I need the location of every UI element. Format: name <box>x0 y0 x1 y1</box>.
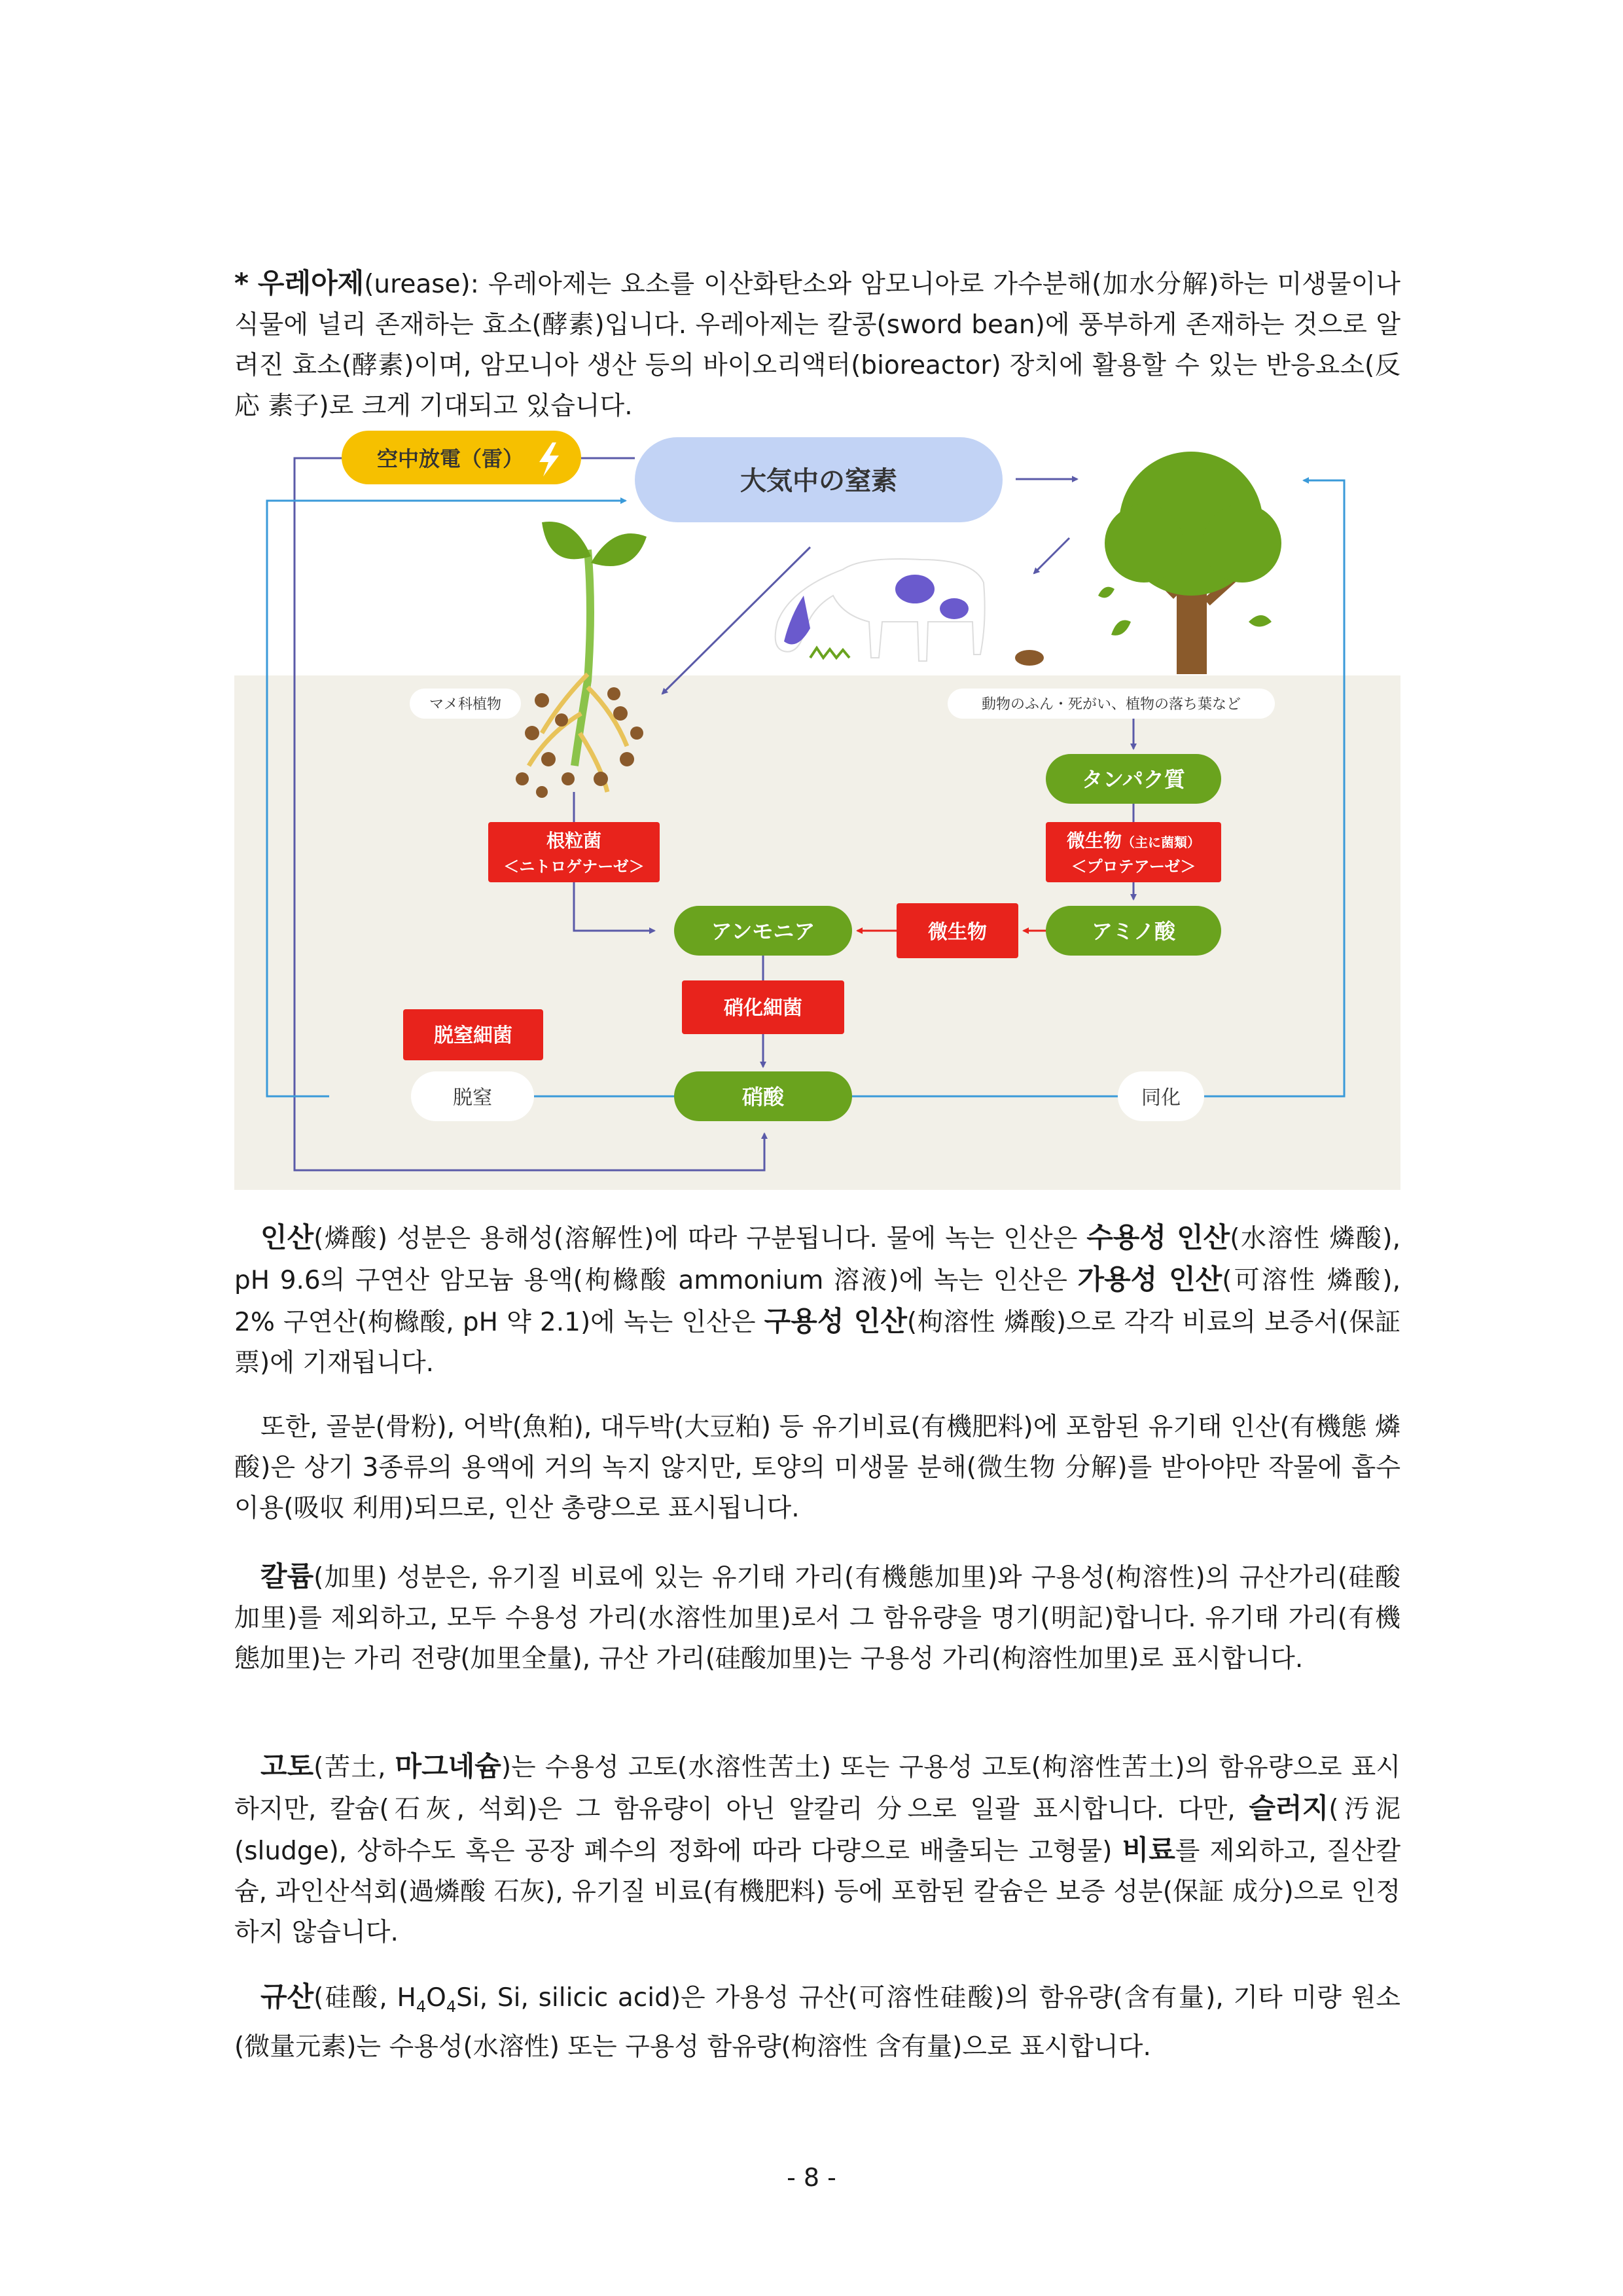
phosphate-term: 인산 <box>260 1221 314 1253</box>
potassium-term: 칼륨 <box>260 1560 314 1592</box>
subscript-4-a: 4 <box>416 1997 427 2016</box>
cow-illustration <box>776 559 1044 666</box>
subscript-4-b: 4 <box>446 1997 457 2016</box>
nitrogen-cycle-diagram <box>234 425 1400 1190</box>
amino-acid-label: アミノ酸 <box>1091 919 1176 944</box>
microbe-label: 微生物 <box>928 921 987 944</box>
lightning-label: 空中放電（雷） <box>376 446 524 471</box>
assimilation-label: 同化 <box>1141 1086 1181 1109</box>
urease-text: (urease): 우레아제는 요소를 이산화탄소와 암모니아로 가수분해(加水分解)하는 미생물이나 식물에 널리 존재하는 효소(酵素)입니다. 우레아제는 칼콩(sword bean)에 풍부하게 존재하는 것으로 알려진 효소(酵素)이며, 암모니아 생산 등의 바이오리액터(bioreactor) 장치에 활용할 수 있는 반응요소(反応 素子)로 크게 기대되고 있습니다. <box>234 270 1400 421</box>
phosphate-text-1: (燐酸) 성분은 용해성(溶解性)에 따라 구분됩니다. 물에 녹는 인산은 <box>313 1224 1087 1253</box>
magnesia-term: 고토 <box>260 1750 314 1782</box>
microbe-fungi-paren: （主に菌類） <box>1122 834 1201 850</box>
soluble-phosphate-term: 가용성 인산 <box>1077 1263 1222 1295</box>
air-nitrogen-label: 大気中の窒素 <box>740 466 897 496</box>
urease-term: 우레아제 <box>257 267 365 299</box>
silicic-text-3: Si, Si, silicic acid)은 가용성 규산(可溶性硅酸)의 함유량(含有量), 기타 미량 원소(微量元素)는 수용성(水溶性) 또는 구용성 함유량(枸溶性 含有量)으로 표시합니다. <box>234 1983 1400 2062</box>
silicic-text-1: (硅酸, H <box>313 1983 416 2013</box>
rhizobia-label: 根粒菌 <box>546 830 602 852</box>
protein-label: タンパク質 <box>1082 767 1185 792</box>
magnesium-text-2: )는 수용성 고토(水溶性苦土) 또는 구용성 고토(枸溶性苦土)의 함유량으로 표시하지만, 칼슘(石灰, 석회)은 그 함유량이 아닌 알칼리 分으로 일괄 표시합니다. 다만, <box>234 1753 1401 1824</box>
rhizobia-enzyme: ＜ニトロゲナーゼ＞ <box>503 857 645 876</box>
urease-star: * <box>234 267 249 299</box>
silicic-acid-term: 규산 <box>260 1981 314 2013</box>
magnesium-text-4: 를 제외하고, 질산칼슘, 과인산석회(過燐酸 石灰), 유기질 비료(有機肥料) 등에 포함된 칼슘은 보증 성분(保証 成分)으로 인정하지 않습니다. <box>234 1837 1400 1947</box>
magnesium-paragraph <box>234 1746 1400 1953</box>
potassium-paragraph <box>234 1556 1400 1679</box>
droppings-label: 動物のふん・死がい、植物の落ち葉など <box>981 696 1241 713</box>
ammonia-label: アンモニア <box>711 919 815 944</box>
phosphate-text-2: (水溶性 燐酸), pH 9.6의 구연산 암모늄 용액(枸櫞酸 ammonium 溶液)에 녹는 인산은 <box>234 1224 1400 1295</box>
silicic-text-2: O <box>426 1983 446 2013</box>
potassium-text: (加里) 성분은, 유기질 비료에 있는 유기태 가리(有機態加里)와 구용성(枸溶性)의 규산가리(硅酸加里)를 제외하고, 모두 수용성 가리(水溶性加里)로서 그 함유량을 명기(明記)합니다. 유기태 가리(有機態加里)는 가리 전량(加里全量), 규산 가리(硅酸加里)는 구용성 가리(枸溶性加里)로 표시합니다. <box>234 1563 1400 1674</box>
page-number: - 8 - <box>787 2163 836 2192</box>
phosphate-text-4: (枸溶性 燐酸)으로 각각 비료의 보증서(保証票)에 기재됩니다. <box>234 1308 1400 1378</box>
magnesium-text-1: (苦土, <box>313 1753 395 1782</box>
denitrifying-label: 脱窒細菌 <box>434 1024 512 1047</box>
organic-phosphate-paragraph: 또한, 골분(骨粉), 어박(魚粕), 대두박(大豆粕) 등 유기비료(有機肥料)에 포함된 유기태 인산(有機態 燐酸)은 상기 3종류의 용액에 거의 녹지 않지만, 토양의 미생물 분해(微生物 分解)를 받아야만 작물에 흡수 이용(吸収 利用)되므로, 인산 총량으로 표시됩니다. <box>234 1412 1400 1523</box>
tree-illustration <box>1098 452 1281 674</box>
microbe-fungi-main: 微生物 <box>1066 830 1122 852</box>
denitrification-label: 脱窒 <box>453 1086 492 1109</box>
nitrifying-label: 硝化細菌 <box>724 997 802 1020</box>
urease-paragraph <box>234 263 1400 427</box>
tree-to-cow-arrow <box>1034 538 1069 573</box>
microbe-fungi-enzyme: ＜プロテアーゼ＞ <box>1071 857 1196 876</box>
citrate-soluble-phosphate-term: 구용성 인산 <box>764 1305 907 1337</box>
phosphate-text-3: (可溶性 燐酸), 2% 구연산(枸櫞酸, pH 약 2.1)에 녹는 인산은 <box>234 1266 1400 1337</box>
sludge-term: 슬러지 <box>1249 1792 1329 1824</box>
water-soluble-phosphate-term: 수용성 인산 <box>1086 1221 1230 1253</box>
silicic-acid-paragraph <box>234 1977 1400 2068</box>
fertilizer-term: 비료 <box>1122 1834 1175 1866</box>
nitrate-label: 硝酸 <box>741 1085 785 1109</box>
phosphate-paragraph <box>234 1217 1400 1384</box>
magnesium-term: 마그네슘 <box>395 1750 501 1782</box>
magnesium-text-3: (汚泥(sludge), 상하수도 혹은 공장 폐수의 정화에 따라 다량으로 배출되는 고형물) <box>234 1795 1401 1866</box>
legume-label: マメ科植物 <box>429 696 502 713</box>
